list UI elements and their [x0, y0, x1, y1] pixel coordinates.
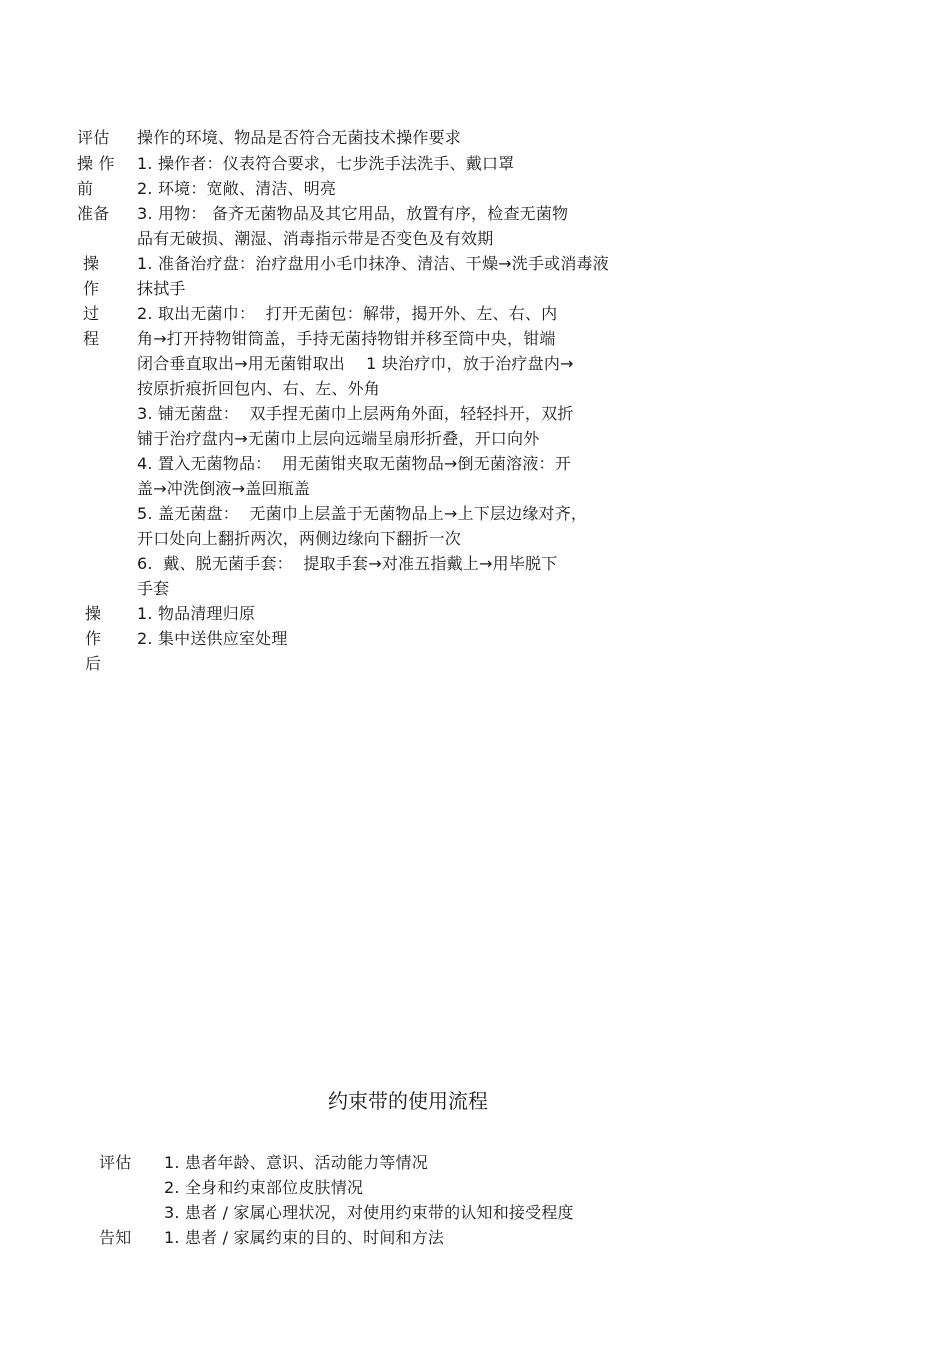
process-item: 1. 准备治疗盘：治疗盘用小毛巾抹净、清洁、干燥→洗手或消毒液	[137, 254, 609, 273]
process-item: 按原折痕折回包内、右、左、外角	[137, 379, 381, 398]
after-label-1: 操	[85, 604, 102, 623]
after-label-2: 作	[85, 629, 102, 648]
inform-label: 告知	[99, 1228, 132, 1247]
after-item: 1. 物品清理归原	[137, 604, 256, 623]
process-item: 5. 盖无菌盘： 无菌巾上层盖于无菌物品上→上下层边缘对齐，	[137, 504, 588, 523]
assess-item: 1. 患者年龄、意识、活动能力等情况	[164, 1153, 428, 1172]
process-label-3: 过	[83, 304, 100, 323]
process-label-4: 程	[83, 329, 100, 348]
process-item: 4. 置入无菌物品： 用无菌钳夹取无菌物品→倒无菌溶液：开	[137, 454, 571, 473]
assess-text: 操作的环境、物品是否符合无菌技术操作要求	[137, 128, 462, 147]
after-item: 2. 集中送供应室处理	[137, 629, 288, 648]
assess-item: 3. 患者 / 家属心理状况，对使用约束带的认知和接受程度	[164, 1203, 574, 1222]
prep-item: 品有无破损、潮湿、消毒指示带是否变色及有效期	[137, 229, 494, 248]
prep-label-3: 准备	[77, 204, 110, 223]
process-item: 铺于治疗盘内→无菌巾上层向远端呈扇形折叠，开口向外	[137, 429, 540, 448]
prep-item: 3. 用物： 备齐无菌物品及其它用品，放置有序，检查无菌物	[137, 204, 569, 223]
process-item: 2. 取出无菌巾： 打开无菌包：解带，揭开外、左、右、内	[137, 304, 558, 323]
prep-label-1: 操 作	[77, 154, 115, 173]
prep-item: 2. 环境：宽敞、清洁、明亮	[137, 179, 337, 198]
after-label-3: 后	[85, 654, 102, 673]
section-title: 约束带的使用流程	[328, 1089, 488, 1113]
process-item: 盖→冲洗倒液→盖回瓶盖	[137, 479, 311, 498]
process-label-2: 作	[83, 279, 100, 298]
prep-item: 1. 操作者：仪表符合要求，七步洗手法洗手、戴口罩	[137, 154, 515, 173]
assess-item: 2. 全身和约束部位皮肤情况	[164, 1178, 364, 1197]
assess-label: 评估	[99, 1153, 132, 1172]
process-label-1: 操	[83, 254, 100, 273]
process-item: 开口处向上翻折两次，两侧边缘向下翻折一次	[137, 529, 462, 548]
process-item: 闭合垂直取出→用无菌钳取出 1 块治疗巾，放于治疗盘内→	[137, 354, 574, 373]
process-item: 6. 戴、脱无菌手套： 提取手套→对准五指戴上→用毕脱下	[137, 554, 558, 573]
process-item: 抹拭手	[137, 279, 186, 298]
assess-label: 评估	[77, 128, 110, 147]
process-item: 3. 铺无菌盘： 双手捏无菌巾上层两角外面，轻轻抖开，双折	[137, 404, 574, 423]
inform-item: 1. 患者 / 家属约束的目的、时间和方法	[164, 1228, 445, 1247]
process-item: 角→打开持物钳筒盖，手持无菌持物钳并移至筒中央，钳端	[137, 329, 556, 348]
process-item: 手套	[137, 579, 170, 598]
prep-label-2: 前	[77, 179, 94, 198]
